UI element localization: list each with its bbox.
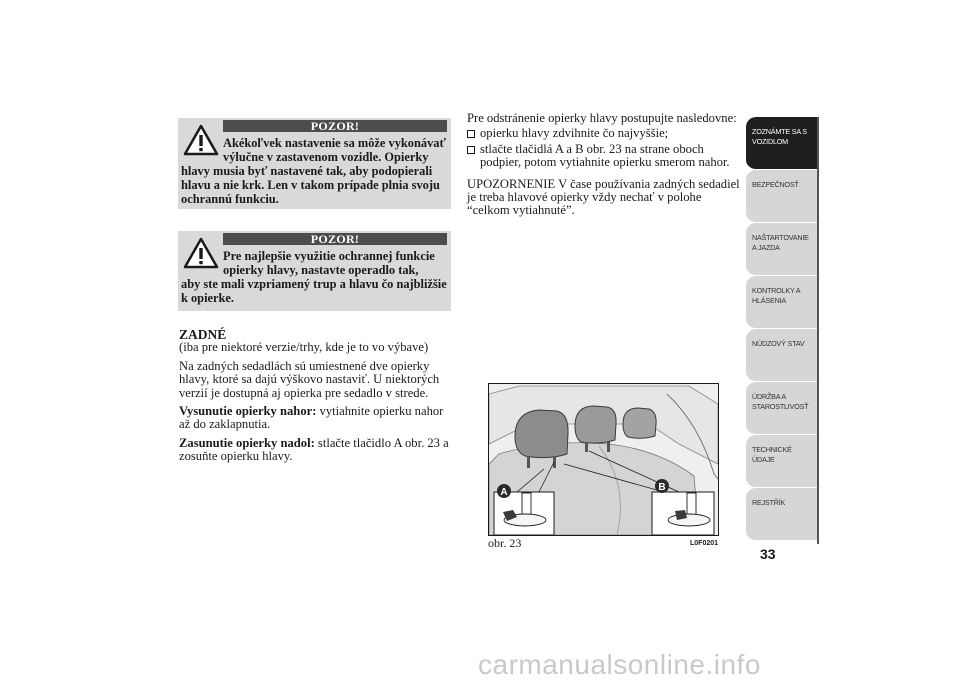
page-number: 33 [760, 546, 776, 562]
list-item: opierku hlavy zdvihnite čo najvyššie; [467, 127, 740, 140]
list-item: stlačte tlačidlá A a B obr. 23 na strane oboch podpier, potom vytiahnite opierku smerom nahor. [467, 143, 740, 170]
headrest-illustration [488, 383, 719, 536]
section-heading: ZADNÉ [179, 327, 227, 342]
checkbox-bullet-icon [467, 130, 475, 138]
chapter-tabs [746, 117, 818, 541]
tab-udrzba[interactable]: ÚDRŽBA A STAROSTLIVOSŤ [746, 382, 818, 435]
tab-nastartovanie[interactable]: NAŠTARTOVANIE A JAZDA [746, 223, 818, 276]
paragraph: Na zadných sedadlách sú umiestnené dve opierky hlavy, ktoré sa dajú výškovo nastaviť. U niektorých verzií je dostupná aj opierka pre sedadlo v strede. [179, 358, 440, 400]
note-text: UPOZORNENIE V čase používania zadných sedadiel je treba hlavové opierky vždy nechať v polohe “celkom vytiahnuté”. [467, 176, 740, 218]
intro-text: Pre odstránenie opierky hlavy postupujte nasledovne: [467, 111, 737, 125]
watermark: carmanualsonline.info [478, 649, 761, 680]
figure-caption: obr. 23 [488, 536, 522, 550]
warning-box-1 [178, 118, 451, 209]
warning-text: Akékoľvek nastavenie sa môže vykonávať výlučne v zastavenom vozidle. Opierky hlavy musia byť nastavené tak, aby podopierali hlavu a nie krk. Len v takom prípade plnia svoju ochrannú funkciu. [181, 136, 446, 206]
left-column [179, 328, 454, 464]
warning-text: Pre najlepšie využitie ochrannej funkcie opierky hlavy, nastavte operadlo tak, aby ste mali vzpriamený trup a hlavu čo najbližšie k opierke. [181, 249, 447, 305]
section-subheading: (iba pre niektoré verzie/trhy, kde je to vo výbave) [179, 340, 429, 355]
tab-kontrolky[interactable]: KONTROLKY A HLÁSENIA [746, 276, 818, 329]
tab-technicke-udaje[interactable]: TECHNICKÉ ÚDAJE [746, 435, 818, 488]
label-a: A [500, 487, 508, 498]
tab-rejstrik[interactable]: REJSTŘÍK [746, 488, 818, 541]
right-column [467, 112, 740, 218]
label-b: B [658, 482, 666, 493]
tab-zoznamte-sa[interactable]: ZOZNÁMTE SA S VOZIDLOM [746, 117, 818, 170]
paragraph: Vysunutie opierky nahor: vytiahnite opierku nahor až do zaklapnutia. [179, 404, 444, 432]
checkbox-bullet-icon [467, 146, 475, 154]
tab-nudzovy-stav[interactable]: NÚDZOVÝ STAV [746, 329, 818, 382]
warning-box-2 [178, 231, 451, 311]
warning-header: POZOR! [223, 120, 447, 132]
warning-header: POZOR! [223, 233, 447, 245]
tab-bezpecnost[interactable]: BEZPEČNOSŤ [746, 170, 818, 223]
paragraph: Zasunutie opierky nadol: stlačte tlačidlo A obr. 23 a zosuňte opierku hlavy. [179, 435, 449, 464]
tab-divider [817, 117, 819, 544]
figure-code: L0F0201 [690, 540, 719, 547]
car-interior-drawing [489, 384, 718, 535]
